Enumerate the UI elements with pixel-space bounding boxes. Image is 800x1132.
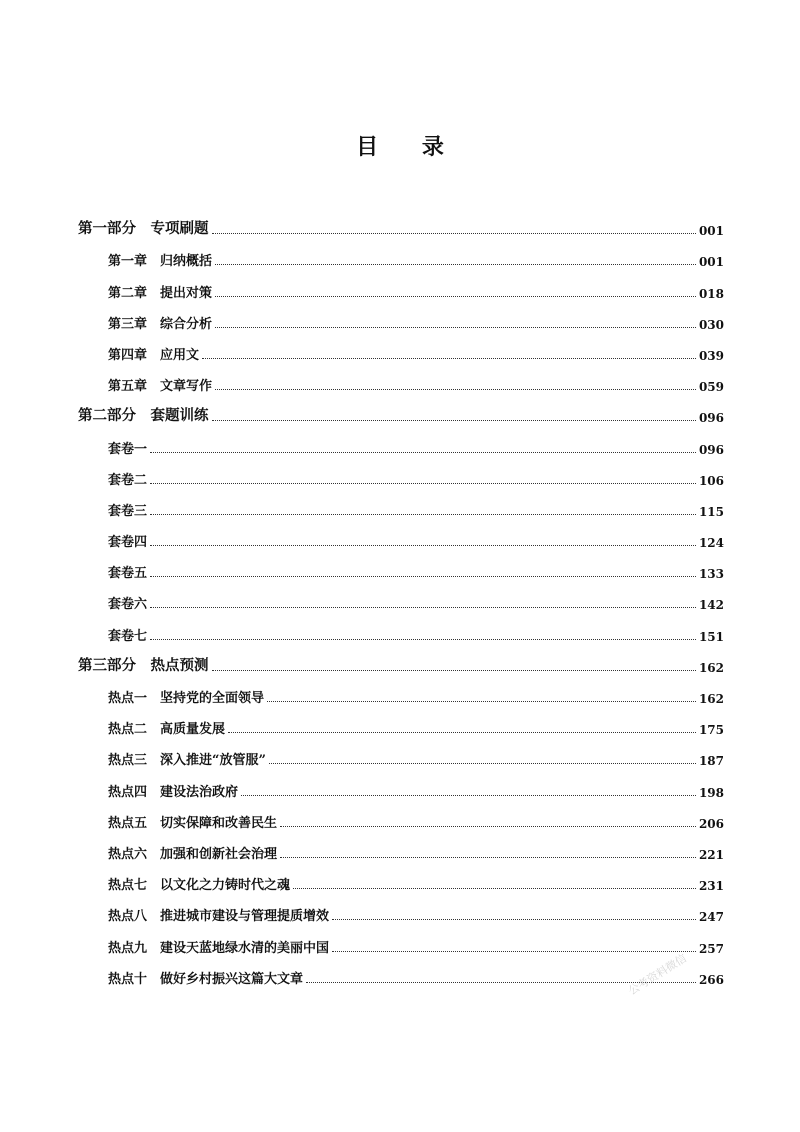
dot-leader <box>280 825 696 827</box>
toc-entry-label: 第五章 文章写作 <box>108 379 213 395</box>
toc-entry[interactable] <box>78 550 724 581</box>
toc-page-number: 115 <box>698 504 724 519</box>
toc-page-number: 096 <box>698 411 724 426</box>
toc-page-number: 266 <box>698 972 724 987</box>
toc-page-number: 106 <box>698 473 724 488</box>
toc-page-number: 059 <box>698 380 724 395</box>
toc-entry[interactable] <box>78 457 724 488</box>
toc-entry[interactable] <box>78 425 724 456</box>
dot-leader <box>150 544 696 546</box>
toc-entry[interactable] <box>78 831 724 862</box>
dot-leader <box>150 606 696 608</box>
toc-entry-label: 第三章 综合分析 <box>108 316 213 332</box>
toc-entry-label: 热点三 深入推进“放管服” <box>108 753 266 769</box>
toc-page-number: 162 <box>698 692 724 706</box>
watermark: 公考资料微信 <box>626 951 689 998</box>
toc-entry-label: 套卷七 <box>108 628 148 644</box>
toc-entry[interactable] <box>78 332 724 363</box>
toc-entry[interactable] <box>78 800 724 831</box>
toc-entry-label: 热点六 加强和创新社会治理 <box>108 846 278 862</box>
toc-entry[interactable] <box>78 363 724 394</box>
toc-page-number: 133 <box>698 567 724 582</box>
toc-part-entry[interactable] <box>78 207 724 238</box>
dot-leader <box>215 388 696 390</box>
dot-leader <box>332 918 696 920</box>
toc-page-number: 018 <box>698 286 724 301</box>
dot-leader <box>280 856 696 858</box>
toc-entry-label: 热点二 高质量发展 <box>108 722 226 738</box>
toc-entry-label: 热点八 推进城市建设与管理提质增效 <box>108 909 330 925</box>
dot-leader <box>150 513 696 515</box>
dot-leader <box>215 326 696 328</box>
toc-page-number: 206 <box>698 816 724 831</box>
toc-entry[interactable] <box>78 706 724 737</box>
table-of-contents <box>78 207 724 987</box>
toc-entry[interactable] <box>78 924 724 955</box>
dot-leader <box>332 950 696 952</box>
toc-entry-label: 套卷五 <box>108 566 148 582</box>
toc-page-number: 096 <box>698 442 724 457</box>
dot-leader <box>212 419 696 421</box>
page-title: 目 录 <box>356 134 462 160</box>
toc-entry-label: 套卷二 <box>108 472 148 488</box>
dot-leader <box>293 887 696 889</box>
dot-leader <box>150 575 696 577</box>
toc-entry[interactable] <box>78 488 724 519</box>
toc-entry-label: 热点五 切实保障和改善民生 <box>108 815 278 831</box>
toc-page-number: 001 <box>698 224 724 239</box>
toc-entry-label: 第一章 归纳概括 <box>108 254 213 270</box>
toc-entry[interactable] <box>78 612 724 643</box>
toc-entry[interactable] <box>78 862 724 893</box>
dot-leader <box>267 700 696 702</box>
toc-entry-label: 套卷六 <box>108 597 148 613</box>
toc-page-number: 142 <box>698 598 724 613</box>
toc-part-entry[interactable] <box>78 394 724 425</box>
toc-entry-label: 热点七 以文化之力铸时代之魂 <box>108 878 291 894</box>
toc-entry-label: 热点一 坚持党的全面领导 <box>108 691 265 706</box>
toc-entry-label: 第二部分 套题训练 <box>78 407 209 425</box>
toc-page-number: 001 <box>698 255 724 270</box>
toc-entry-label: 套卷三 <box>108 503 148 519</box>
toc-entry-label: 第二章 提出对策 <box>108 285 213 301</box>
toc-entry-label: 热点十 做好乡村振兴这篇大文章 <box>108 971 304 987</box>
toc-entry[interactable] <box>78 301 724 332</box>
toc-entry[interactable] <box>78 238 724 269</box>
toc-page-number: 198 <box>698 785 724 800</box>
dot-leader <box>215 263 696 265</box>
toc-entry-label: 热点九 建设天蓝地绿水清的美丽中国 <box>108 940 330 956</box>
toc-entry-label: 热点四 建设法治政府 <box>108 784 239 800</box>
toc-entry[interactable] <box>78 581 724 612</box>
toc-entry-label: 第三部分 热点预测 <box>78 656 209 674</box>
toc-page-number: 231 <box>698 879 724 894</box>
toc-entry-label: 第一部分 专项刷题 <box>78 220 209 238</box>
toc-page-number: 039 <box>698 348 724 363</box>
toc-entry-label: 第四章 应用文 <box>108 347 200 363</box>
dot-leader <box>150 451 696 453</box>
dot-leader <box>241 794 696 796</box>
dot-leader <box>150 482 696 484</box>
dot-leader <box>202 357 696 359</box>
toc-entry[interactable] <box>78 893 724 924</box>
toc-page-number: 247 <box>698 910 724 925</box>
dot-leader <box>150 638 696 640</box>
toc-part-entry[interactable] <box>78 644 724 675</box>
toc-page-number: 221 <box>698 847 724 862</box>
toc-page-number: 030 <box>698 317 724 332</box>
toc-page-number: 257 <box>698 941 724 956</box>
dot-leader <box>212 232 696 234</box>
toc-entry[interactable] <box>78 737 724 768</box>
toc-entry[interactable] <box>78 519 724 550</box>
dot-leader <box>228 731 696 733</box>
toc-entry[interactable] <box>78 956 724 987</box>
dot-leader <box>215 295 696 297</box>
dot-leader <box>212 669 696 671</box>
toc-page-number: 187 <box>698 754 724 769</box>
toc-entry[interactable] <box>78 768 724 799</box>
toc-page-number: 124 <box>698 536 724 551</box>
toc-page-number: 175 <box>698 723 724 738</box>
toc-entry-label: 套卷一 <box>108 441 148 457</box>
toc-page-number: 151 <box>698 629 724 644</box>
toc-entry-label: 套卷四 <box>108 535 148 551</box>
toc-entry[interactable] <box>78 675 724 706</box>
toc-page-number: 162 <box>698 660 724 675</box>
toc-entry[interactable] <box>78 269 724 300</box>
dot-leader <box>269 762 696 764</box>
